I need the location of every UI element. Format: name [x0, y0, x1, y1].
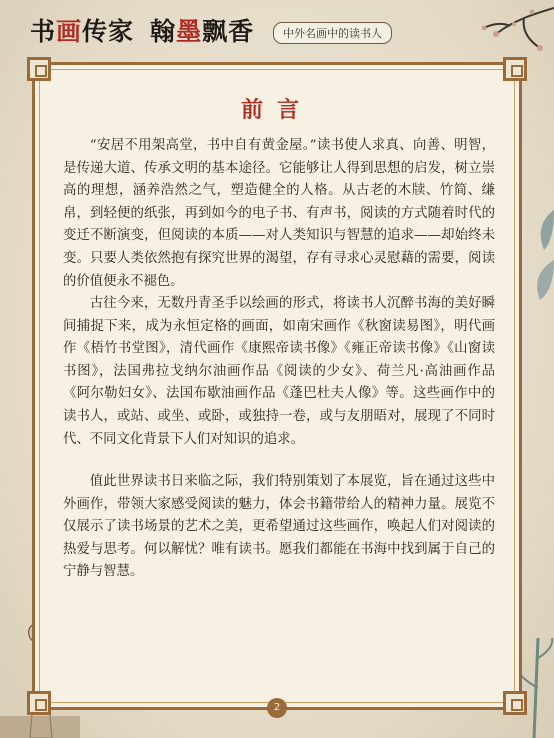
preface-paragraph: “安居不用架高堂，书中自有黄金屋。”读书使人求真、向善、明智，是传递大道、传承文明的基本途径。它能够让人得到思想的启发，树立崇高的理想，涵养浩然之气，塑造健全的人格。从古老的木牍、竹简、缣帛，到轻便的纸张，再到如今的电子书、有声书，阅读的方式随着时代的变迁不断演变，但阅读的本质——对人类知识与智慧的追求——却始终未变。只要人类依然抱有探究世界的渴望，存有寻求心灵慰藉的需要，阅读的价值便永不褪色。	[63, 138, 495, 289]
frame-corner-ornament	[27, 57, 51, 81]
preface-paragraph: 古往今来，无数丹青圣手以绘画的形式，将读书人沉醉书海的美好瞬间捕捉下来，成为永恒定格的画面，如南宋画作《秋窗读易图》，明代画作《梧竹书堂图》，清代画作《康熙帝读书像》《雍正帝读书像》《山窗读书图》，法国弗拉戈纳尔油画作品《阅读的少女》、荷兰凡·高油画作品《阿尔勒妇女》、法国布歇油画作品《蓬巴杜夫人像》等。这些画作中的读书人，或站、或坐、或卧，或独持一卷，或与友朋晤对，展现了不同时代、不同文化背景下人们对知识的追求。	[63, 296, 495, 447]
page-header	[0, 0, 554, 56]
preface-heading: 前言	[240, 97, 313, 123]
frame-corner-ornament	[503, 57, 527, 81]
exhibition-subtitle: 中外名画中的读书人	[273, 22, 392, 44]
frame-corner-ornament	[503, 691, 527, 715]
preface-paragraph: 值此世界读书日来临之际，我们特别策划了本展览，旨在通过这些中外画作，带领大家感受阅读的魅力，体会书籍带给人的精神力量。展览不仅展示了读书场景的艺术之美，更希望通过这些画作，唤起人们对阅读的热爱与思考。何以解忧？唯有读书。愿我们都能在书海中找到属于自己的宁静与智慧。	[63, 474, 495, 580]
page-number: 2	[267, 698, 287, 718]
content-frame	[32, 62, 522, 713]
exhibition-title: 书画传家 翰墨飘香	[30, 17, 255, 46]
frame-corner-ornament	[27, 691, 51, 715]
